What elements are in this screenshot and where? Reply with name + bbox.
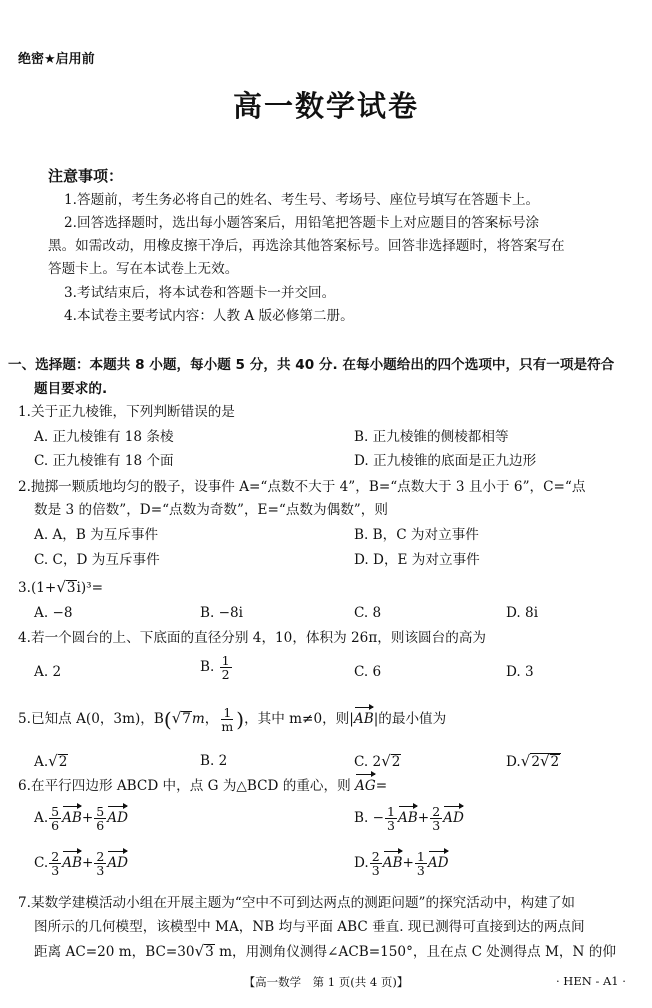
q7-stem-line-1: 7.某数学建模活动小组在开展主题为“空中不可到达两点的测距问题”的探究活动中，构建了如 — [18, 895, 576, 911]
q5-stem: 5.已知点 A(0，3m)，B(√7m， $\frac{1}{m}$ )，其中 m≠0，则|AB|的最小值为 — [18, 705, 447, 734]
q3-stem-root: 3 — [66, 580, 76, 596]
page-footer: 【高一数学 第 1 页(共 4 页)】 — [243, 975, 409, 989]
q5-stem-part-3: 的最小值为 — [378, 711, 447, 727]
q5-vector-ab: AB — [353, 711, 374, 727]
section-1-heading-cont: 题目要求的. — [34, 381, 108, 397]
q2-option-b: B. B，C 为对立事件 — [354, 527, 479, 543]
q7-stem-line-3: 距离 AC=20 m，BC=30√3 m，用测角仪测得∠ACB=150°，且在点 C 处测得点 M，N 的仰 — [34, 942, 616, 960]
q5-stem-comma: ， — [204, 711, 219, 727]
q1-option-a: A. 正九棱锥有 18 条棱 — [34, 429, 174, 445]
q4-option-a: A. 2 — [34, 664, 62, 680]
q2-option-c: C. C，D 为互斥事件 — [34, 552, 160, 568]
q5-stem-part-1: 5.已知点 A(0，3m)，B — [18, 711, 164, 727]
q6-option-c: C. $\frac{2}{3}$ AB+ $\frac{2}{3}$ AD — [34, 849, 129, 878]
q4-option-b-fraction: $\frac{1}{2}$ — [221, 653, 230, 682]
q1-stem: 1.关于正九棱锥，下列判断错误的是 — [18, 404, 235, 420]
notice-item-4: 4.本试卷主要考试内容：人教 A 版必修第二册。 — [64, 308, 354, 324]
q7-stem-line-2: 图所示的几何模型，该模型中 MA，NB 均与平面 ABC 垂直. 现已测得可直接到达的两点间 — [34, 919, 585, 935]
q1-option-b: B. 正九棱锥的侧棱都相等 — [354, 429, 509, 445]
q5-stem-m: m — [191, 711, 205, 727]
q5-stem-fraction: $\frac{1}{m}$ — [221, 705, 234, 734]
q6-stem — [18, 776, 387, 796]
notice-item-2-line-3: 答题卡上。写在本试卷上无效。 — [48, 261, 239, 277]
q4-option-b-label: B. — [200, 659, 215, 675]
q2-option-a: A. A，B 为互斥事件 — [34, 527, 159, 543]
q1-option-c: C. 正九棱锥有 18 个面 — [34, 453, 174, 469]
q5-stem-root: 7 — [182, 711, 191, 727]
q3-stem-prefix: 3.(1+ — [18, 580, 57, 596]
q5-stem-part-2: ，其中 m≠0，则 — [244, 711, 350, 727]
notice-heading: 注意事项： — [48, 167, 124, 185]
notice-item-3: 3.考试结束后，将本试卷和答题卡一并交回。 — [64, 285, 336, 301]
section-1-heading: 一、选择题：本题共 8 小题，每小题 5 分，共 40 分. 在每小题给出的四个选项中，只有一项是符合 — [8, 357, 615, 373]
notice-item-2-line-1: 2.回答选择题时，选出每小题答案后，用铅笔把答题卡上对应题目的答案标号涂 — [64, 215, 540, 231]
q4-option-b — [200, 654, 233, 681]
q6-option-b: B. − $\frac{1}{3}$ AB+ $\frac{2}{3}$ AD — [354, 804, 464, 833]
q4-option-d: D. 3 — [506, 664, 534, 680]
q2-option-d: D. D，E 为对立事件 — [354, 552, 480, 568]
q3-option-c: C. 8 — [354, 605, 382, 621]
q5-option-d: D.√2√2 — [506, 752, 560, 770]
q6-stem-prefix: 6.在平行四边形 ABCD 中，点 G 为△BCD 的重心，则 — [18, 778, 351, 794]
notice-item-2-line-2: 黑。如需改动，用橡皮擦干净后，再选涂其他答案标号。回答非选择题时，将答案写在 — [48, 238, 565, 254]
secret-mark: 绝密★启用前 — [18, 52, 95, 67]
q3-stem-suffix: i)³= — [76, 580, 104, 596]
q4-stem: 4.若一个圆台的上、下底面的直径分别 4，10，体积为 26π，则该圆台的高为 — [18, 630, 487, 646]
q6-vector-ag: AG — [355, 778, 376, 794]
q3-option-b: B. −8i — [200, 605, 244, 621]
q6-stem-suffix: = — [375, 778, 388, 794]
footer-code: · HEN - A1 · — [556, 974, 626, 988]
q2-stem-line-1: 2.抛掷一颗质地均匀的骰子，设事件 A=“点数不大于 4”，B=“点数大于 3 且小于 6”，C=“点 — [18, 479, 586, 495]
q5-option-c: C. 2√2 — [354, 752, 401, 770]
notice-item-1: 1.答题前，考生务必将自己的姓名、考生号、考场号、座位号填写在答题卡上。 — [64, 192, 540, 208]
page-title: 高一数学试卷 — [232, 89, 419, 123]
q3-option-a: A. −8 — [34, 605, 73, 621]
q1-option-d: D. 正九棱锥的底面是正九边形 — [354, 453, 537, 469]
q3-option-d: D. 8i — [506, 605, 539, 621]
q2-stem-line-2: 数是 3 的倍数”，D=“点数为奇数”，E=“点数为偶数”，则 — [34, 502, 388, 518]
q3-stem: 3.(1+√3i)³= — [18, 578, 104, 596]
q5-option-b: B. 2 — [200, 753, 228, 769]
q6-option-a: A. $\frac{5}{6}$ AB+ $\frac{5}{6}$ AD — [34, 804, 128, 833]
q6-option-d: D. $\frac{2}{3}$ AB+ $\frac{1}{3}$ AD — [354, 849, 449, 878]
q5-option-a: A.√2 — [34, 752, 68, 770]
q4-option-c: C. 6 — [354, 664, 382, 680]
